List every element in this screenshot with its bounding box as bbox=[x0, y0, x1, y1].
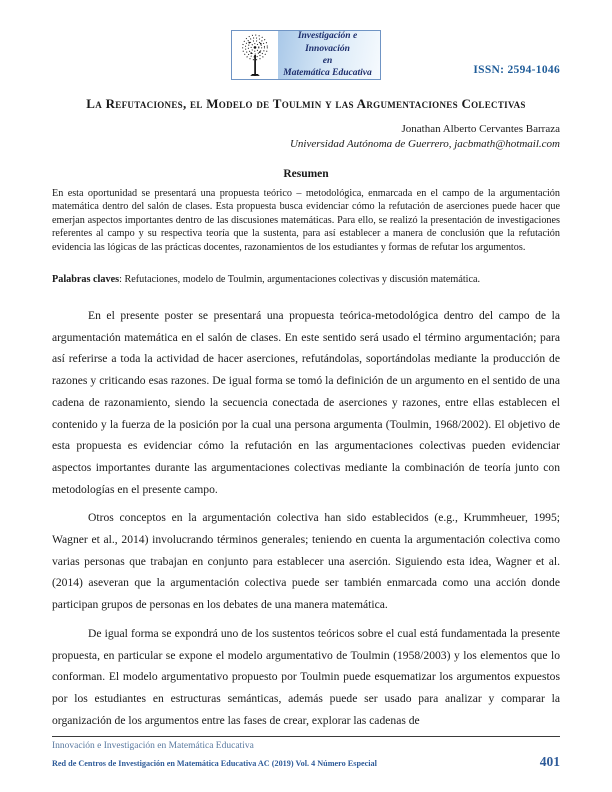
footer-journal-name: Innovación e Investigación en Matemática Educativa bbox=[52, 741, 254, 751]
issn-label: ISSN: 2594-1046 bbox=[473, 64, 560, 76]
abstract-heading: Resumen bbox=[283, 168, 329, 180]
author-name: Jonathan Alberto Cervantes Barraza bbox=[401, 123, 560, 135]
keywords-label: Palabras claves bbox=[52, 274, 120, 285]
abstract-text: En esta oportunidad se presentará una propuesta teórico – metodológica, enmarcada en el campo de la argumentación matemática dentro del salón de clases. Esta propuesta busca evidenciar cómo la refutación de aserciones puede hacer que emerjan aspectos importantes dentro de las discusiones matemáticas. Para ello, se realizó la presentación de investigaciones referentes al campo y su respectiva teoría que la sustenta, para así establecer a manera de conclusión que la refutación evidencia las lógicas de las prácticas docentes, razonamientos de los estudiantes y formas de refutar los argumentos. bbox=[52, 188, 560, 253]
keywords-line bbox=[52, 274, 560, 285]
footer-volume-info: Red de Centros de Investigación en Matemática Educativa AC (2019) Vol. 4 Número Especial bbox=[52, 759, 377, 768]
body-paragraph: De igual forma se expondrá uno de los sustentos teóricos sobre el cual está fundamentada la presente propuesta, en particular se expone el modelo argumentativo de Toulmin (1958/2003) y los elementos que lo conforman. El modelo argumentativo propuesto por Toulmin puede esquematizar los argumentos expuestos por los estudiantes en estructuras semánticas, además puede ser usado para analizar y comparar la organización de los argumentos entre las fases de crear, explorar las cadenas de bbox=[52, 626, 560, 727]
paper-title: La Refutaciones, el Modelo de Toulmin y las Argumentaciones Colectivas bbox=[86, 96, 526, 111]
byline bbox=[290, 122, 560, 151]
tree-icon bbox=[232, 31, 278, 79]
logo-title-line2: en bbox=[322, 56, 333, 66]
logo-title-line1: Investigación e Innovación bbox=[297, 31, 358, 54]
article-body bbox=[52, 305, 560, 738]
page-footer bbox=[52, 736, 560, 770]
body-paragraph: En el presente poster se presentará una propuesta teórica-metodológica dentro del campo de la argumentación matemática en el salón de clases. En este sentido será usado el término argumentación; para así referirse a toda la actividad de hacer aserciones, refutándolas, soportándolas mediante la producción de razones y criticando esas razones. De igual forma se tomó la definición de un argumento en el sentido de una cadena de razonamiento, siendo la secuencia conectada de aserciones y razones, entre ellas establecen el contenido y la fuerza de la posición por la cual una persona argumenta (Toulmin, 1968/2002). El objetivo de esta propuesta es evidenciar cómo la refutación en las argumentaciones colectivas pueden evidenciar aspectos importantes durante las argumentaciones colectivas mediante la combinación de teoría junto con metodologías en el presente campo. bbox=[52, 309, 560, 496]
logo-title bbox=[278, 31, 380, 79]
logo-title-line3: Matemática Educativa bbox=[283, 68, 372, 79]
body-paragraph: Otros conceptos en la argumentación colectiva han sido establecidos (e.g., Krummheuer, 1995; Wagner et al., 2014) involucrando términos generales; teniendo en cuenta la argumentación colectiva como varias personas que trabajan en conjunto para establecer una aserción. Siguiendo esta idea, Wagner et al. (2014) aseveran que la argumentación colectiva puede ser también enmarcada como una acción donde participan grupos de personas en los debates de una manera matemática. bbox=[52, 511, 560, 612]
page-number: 401 bbox=[539, 754, 560, 769]
keywords-text: : Refutaciones, modelo de Toulmin, argumentaciones colectivas y discusión matemática. bbox=[119, 274, 481, 285]
journal-logo bbox=[231, 30, 381, 80]
author-affiliation: Universidad Autónoma de Guerrero, jacbmath@hotmail.com bbox=[289, 137, 560, 150]
